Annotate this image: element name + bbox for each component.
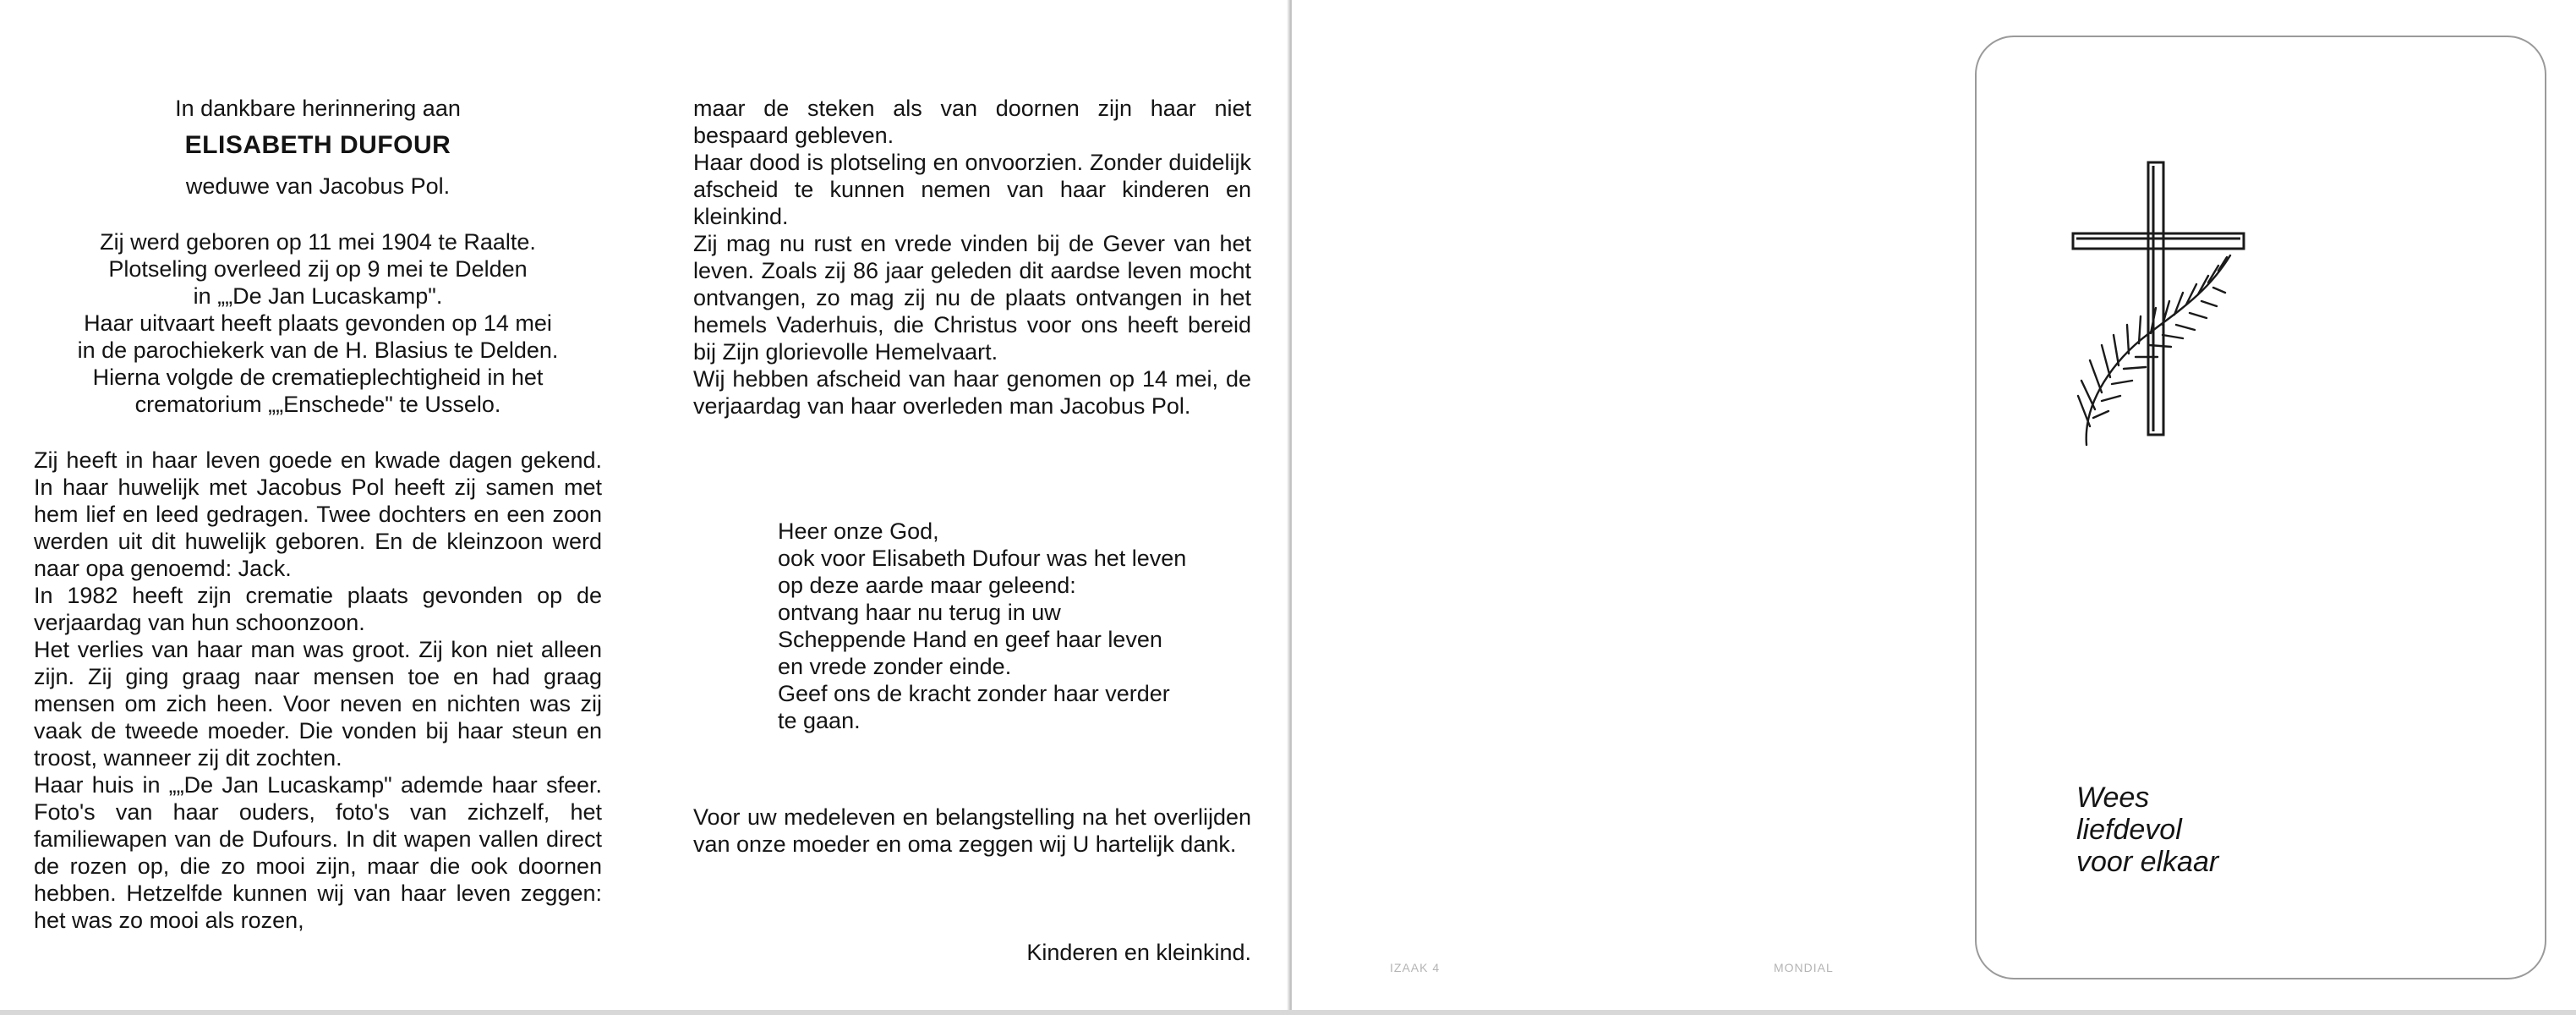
story-paragraph: Zij mag nu rust en vrede vinden bij de Gever van het leven. Zoals zij 86 jaar geleden dit aardse leven mocht ontvangen, zo mag zij nu de plaats ontvangen in het hemels Vaderhuis, die Christus voor ons heeft bereid bij Zijn glorievolle Hemelvaart. <box>693 231 1251 365</box>
prayer-line: en vrede zonder einde. <box>778 654 1012 679</box>
prayer <box>778 518 1251 734</box>
story-paragraph: Zij heeft in haar leven goede en kwade dagen gekend. In haar huwelijk met Jacobus Pol heeft zij samen met hem lief en leed gedragen. Twee dochters en een zoon werden uit dit huwelijk geboren. En de kleinzoon werd naar opa genoemd: Jack. <box>34 447 602 581</box>
deceased-name: ELISABETH DUFOUR <box>184 131 451 159</box>
prayer-line: Scheppende Hand en geef haar leven <box>778 627 1162 652</box>
prayer-line: Geef ons de kracht zonder haar verder <box>778 681 1170 706</box>
prayer-line: ook voor Elisabeth Dufour was het leven <box>778 546 1187 571</box>
life-story <box>34 447 602 934</box>
prayer-line: Heer onze God, <box>778 518 939 544</box>
motto-line: Wees <box>2076 782 2150 814</box>
story-paragraph: Haar huis in „„De Jan Lucaskamp" ademde haar sfeer. Foto's van haar ouders, foto's van zichzelf, het familiewapen van de Dufours. In dit wapen vallen direct de rozen op, die zo mooi zijn, maar die ook doornen hebben. Hetzelfde kunnen wij van haar leven zeggen: het was zo mooi als rozen, <box>34 772 602 933</box>
motto <box>2076 782 2218 878</box>
publisher-imprint: MONDIAL <box>1774 961 1834 974</box>
fact-line: Plotseling overleed zij op 9 mei te Delden <box>108 256 528 282</box>
fact-line: Zij werd geboren op 11 mei 1904 te Raalte. <box>100 229 536 255</box>
prayer-line: ontvang haar nu terug in uw <box>778 600 1061 625</box>
fact-line: Haar uitvaart heeft plaats gevonden op 14 mei <box>84 310 552 336</box>
printer-imprint: IZAAK 4 <box>1390 961 1441 974</box>
story-paragraph: Wij hebben afscheid van haar genomen op 14 mei, de verjaardag van haar overleden man Jacobus Pol. <box>693 366 1251 419</box>
story-paragraph: Haar dood is plotseling en onvoorzien. Zonder duidelijk afscheid te kunnen nemen van haar kinderen en kleinkind. <box>693 150 1251 229</box>
story-paragraph: maar de steken als van doornen zijn haar niet bespaard gebleven. <box>693 96 1251 148</box>
front-cover <box>1975 36 2546 979</box>
signoff: Kinderen en kleinkind. <box>1026 940 1251 965</box>
widow-text: weduwe van Jacobus Pol. <box>185 173 451 199</box>
life-facts <box>34 228 602 418</box>
fact-line: Hierna volgde de crematieplechtigheid in het <box>92 365 544 390</box>
prayer-line: te gaan. <box>778 708 861 733</box>
thanks-paragraph: Voor uw medeleven en belangstelling na het overlijden van onze moeder en oma zeggen wij U hartelijk dank. <box>693 804 1251 857</box>
card-bottom-edge <box>0 1010 2576 1015</box>
story-paragraph: Het verlies van haar man was groot. Zij kon niet alleen zijn. Zij ging graag naar mensen toe en had graag mensen om zich heen. Voor neven en nichten was zij vaak de tweede moeder. Die vonden bij haar steun en troost, wanneer zij dit zochten. <box>34 637 602 771</box>
left-column <box>34 95 602 934</box>
motto-line: liefdevol <box>2076 814 2182 846</box>
prayer-line: op deze aarde maar geleend: <box>778 573 1076 598</box>
thanks-message <box>693 804 1251 858</box>
story-paragraph: In 1982 heeft zijn crematie plaats gevonden op de verjaardag van hun schoonzoon. <box>34 583 602 635</box>
motto-line: voor elkaar <box>2076 846 2219 878</box>
fact-line: crematorium „„Enschede" te Usselo. <box>134 392 501 417</box>
cross-with-palm-icon <box>2065 122 2259 460</box>
fact-line: in „„De Jan Lucaskamp". <box>193 283 443 309</box>
fact-line: in de parochiekerk van de H. Blasius te Delden. <box>77 337 559 363</box>
right-column <box>693 95 1251 420</box>
intro-text: In dankbare herinnering aan <box>175 96 461 121</box>
